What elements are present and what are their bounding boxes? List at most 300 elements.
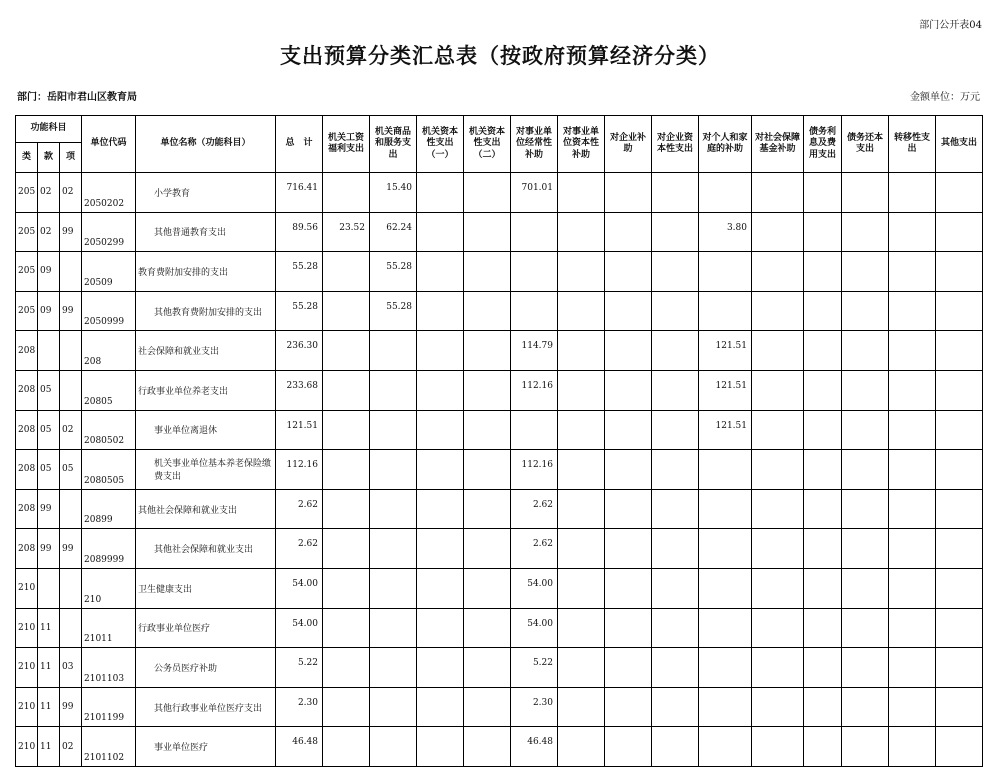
- cell-xiang: 99: [60, 529, 82, 569]
- cell-c9: [699, 727, 752, 767]
- cell-c6: [558, 410, 605, 450]
- cell-c9: 121.51: [699, 370, 752, 410]
- cell-c5: 114.79: [511, 331, 558, 371]
- cell-c3: [417, 687, 464, 727]
- cell-c6: [558, 648, 605, 688]
- cell-c14: [936, 410, 983, 450]
- cell-c14: [936, 687, 983, 727]
- table-row: [16, 450, 983, 490]
- cell-xiang: [60, 489, 82, 529]
- cell-c5: 5.22: [511, 648, 558, 688]
- header-c1: 机关工资福利支出: [323, 116, 370, 173]
- cell-c7: [605, 568, 652, 608]
- cell-c11: [804, 370, 842, 410]
- cell-c12: [842, 687, 889, 727]
- cell-c7: [605, 687, 652, 727]
- cell-unit-code: 21011: [82, 608, 136, 648]
- cell-c7: [605, 291, 652, 331]
- cell-c6: [558, 173, 605, 213]
- cell-kuan: 05: [38, 410, 60, 450]
- header-c2: 机关商品和服务支出: [370, 116, 417, 173]
- cell-xiang: 03: [60, 648, 82, 688]
- cell-total: 236.30: [276, 331, 323, 371]
- header-c12: 债务还本支出: [842, 116, 889, 173]
- cell-c3: [417, 727, 464, 767]
- cell-lei: 208: [16, 410, 38, 450]
- cell-total: 233.68: [276, 370, 323, 410]
- cell-c13: [889, 648, 936, 688]
- cell-c10: [752, 410, 804, 450]
- cell-c11: [804, 687, 842, 727]
- cell-c11: [804, 529, 842, 569]
- cell-c9: 121.51: [699, 410, 752, 450]
- cell-unit-name: 行政事业单位医疗: [136, 608, 276, 648]
- amount-unit-label: 金额单位：万元: [910, 92, 980, 103]
- cell-total: 5.22: [276, 648, 323, 688]
- cell-c3: [417, 450, 464, 490]
- cell-unit-name: 行政事业单位养老支出: [136, 370, 276, 410]
- cell-c1: [323, 648, 370, 688]
- cell-c6: [558, 608, 605, 648]
- cell-c4: [464, 370, 511, 410]
- cell-c10: [752, 529, 804, 569]
- table-row: [16, 370, 983, 410]
- header-c9: 对个人和家庭的补助: [699, 116, 752, 173]
- cell-c4: [464, 568, 511, 608]
- cell-c11: [804, 291, 842, 331]
- cell-c4: [464, 648, 511, 688]
- cell-c6: [558, 568, 605, 608]
- table-row: [16, 568, 983, 608]
- cell-xiang: 02: [60, 410, 82, 450]
- cell-c14: [936, 450, 983, 490]
- cell-lei: 205: [16, 252, 38, 292]
- cell-c5: 54.00: [511, 608, 558, 648]
- cell-c1: [323, 687, 370, 727]
- cell-c6: [558, 489, 605, 529]
- cell-c8: [652, 489, 699, 529]
- cell-c10: [752, 687, 804, 727]
- cell-unit-code: 208: [82, 331, 136, 371]
- cell-c9: [699, 529, 752, 569]
- cell-c8: [652, 687, 699, 727]
- header-kuan: 款: [38, 143, 60, 173]
- header-c8: 对企业资本性支出: [652, 116, 699, 173]
- cell-c4: [464, 608, 511, 648]
- cell-unit-name: 其他行政事业单位医疗支出: [136, 687, 276, 727]
- cell-c8: [652, 568, 699, 608]
- cell-c9: [699, 608, 752, 648]
- cell-kuan: 09: [38, 252, 60, 292]
- cell-c6: [558, 687, 605, 727]
- cell-c10: [752, 252, 804, 292]
- cell-c13: [889, 608, 936, 648]
- cell-lei: 210: [16, 727, 38, 767]
- cell-unit-name: 社会保障和就业支出: [136, 331, 276, 371]
- cell-c13: [889, 252, 936, 292]
- cell-c5: [511, 252, 558, 292]
- cell-lei: 208: [16, 489, 38, 529]
- cell-xiang: [60, 331, 82, 371]
- cell-xiang: 99: [60, 212, 82, 252]
- cell-c11: [804, 648, 842, 688]
- cell-unit-name: 其他社会保障和就业支出: [136, 489, 276, 529]
- header-c3: 机关资本性支出（一）: [417, 116, 464, 173]
- cell-c10: [752, 173, 804, 213]
- cell-unit-name: 事业单位医疗: [136, 727, 276, 767]
- cell-unit-code: 2080505: [82, 450, 136, 490]
- cell-total: 55.28: [276, 252, 323, 292]
- cell-kuan: 09: [38, 291, 60, 331]
- cell-c14: [936, 252, 983, 292]
- cell-c13: [889, 568, 936, 608]
- header-func-group: 功能科目: [16, 116, 82, 143]
- cell-c7: [605, 410, 652, 450]
- cell-c2: [370, 648, 417, 688]
- form-number: 部门公开表04: [919, 20, 982, 31]
- cell-c1: [323, 291, 370, 331]
- cell-unit-code: 20899: [82, 489, 136, 529]
- cell-c5: 112.16: [511, 450, 558, 490]
- cell-c12: [842, 568, 889, 608]
- table-row: [16, 489, 983, 529]
- cell-c4: [464, 331, 511, 371]
- cell-lei: 210: [16, 608, 38, 648]
- cell-c4: [464, 489, 511, 529]
- table-row: [16, 212, 983, 252]
- cell-c14: [936, 727, 983, 767]
- header-c10: 对社会保障基金补助: [752, 116, 804, 173]
- cell-unit-name: 公务员医疗补助: [136, 648, 276, 688]
- cell-c13: [889, 727, 936, 767]
- cell-unit-code: 2101102: [82, 727, 136, 767]
- cell-unit-code: 2101103: [82, 648, 136, 688]
- cell-lei: 208: [16, 529, 38, 569]
- cell-c10: [752, 291, 804, 331]
- cell-c6: [558, 291, 605, 331]
- cell-c5: [511, 212, 558, 252]
- cell-c7: [605, 370, 652, 410]
- cell-c7: [605, 173, 652, 213]
- cell-c1: [323, 252, 370, 292]
- header-c7: 对企业补助: [605, 116, 652, 173]
- cell-unit-code: 2050299: [82, 212, 136, 252]
- cell-kuan: 99: [38, 529, 60, 569]
- cell-xiang: [60, 252, 82, 292]
- header-unit-code: 单位代码: [82, 116, 136, 173]
- cell-xiang: 02: [60, 727, 82, 767]
- cell-c11: [804, 608, 842, 648]
- cell-c11: [804, 450, 842, 490]
- cell-c11: [804, 331, 842, 371]
- header-unit-name: 单位名称（功能科目）: [136, 116, 276, 173]
- cell-c12: [842, 173, 889, 213]
- cell-c9: [699, 252, 752, 292]
- cell-c13: [889, 331, 936, 371]
- cell-c11: [804, 252, 842, 292]
- header-c4: 机关资本性支出（二）: [464, 116, 511, 173]
- cell-c12: [842, 212, 889, 252]
- cell-unit-code: 2089999: [82, 529, 136, 569]
- cell-c3: [417, 370, 464, 410]
- cell-unit-code: 2080502: [82, 410, 136, 450]
- page-title: 支出预算分类汇总表（按政府预算经济分类）: [280, 44, 720, 68]
- table-row: [16, 529, 983, 569]
- table-row: [16, 291, 983, 331]
- cell-c11: [804, 410, 842, 450]
- cell-lei: 205: [16, 173, 38, 213]
- cell-c7: [605, 450, 652, 490]
- cell-lei: 208: [16, 450, 38, 490]
- cell-unit-code: 210: [82, 568, 136, 608]
- cell-c8: [652, 370, 699, 410]
- cell-c2: [370, 489, 417, 529]
- cell-c14: [936, 291, 983, 331]
- cell-c4: [464, 529, 511, 569]
- cell-c3: [417, 568, 464, 608]
- cell-c1: [323, 489, 370, 529]
- cell-c11: [804, 727, 842, 767]
- cell-c13: [889, 410, 936, 450]
- header-total: 总 计: [276, 116, 323, 173]
- cell-total: 121.51: [276, 410, 323, 450]
- cell-c1: [323, 173, 370, 213]
- cell-c7: [605, 331, 652, 371]
- cell-lei: 205: [16, 291, 38, 331]
- cell-unit-name: 其他普通教育支出: [136, 212, 276, 252]
- cell-c13: [889, 529, 936, 569]
- cell-c2: [370, 529, 417, 569]
- cell-unit-code: 2050202: [82, 173, 136, 213]
- cell-total: 54.00: [276, 568, 323, 608]
- cell-c11: [804, 489, 842, 529]
- cell-c5: 46.48: [511, 727, 558, 767]
- cell-c3: [417, 489, 464, 529]
- cell-c4: [464, 212, 511, 252]
- cell-total: 112.16: [276, 450, 323, 490]
- cell-kuan: 05: [38, 370, 60, 410]
- cell-unit-name: 机关事业单位基本养老保险缴费支出: [136, 450, 276, 490]
- cell-c14: [936, 568, 983, 608]
- cell-c5: [511, 410, 558, 450]
- cell-c6: [558, 450, 605, 490]
- cell-c13: [889, 291, 936, 331]
- cell-lei: 208: [16, 370, 38, 410]
- table-row: [16, 331, 983, 371]
- cell-kuan: [38, 331, 60, 371]
- cell-c2: 62.24: [370, 212, 417, 252]
- cell-total: 2.30: [276, 687, 323, 727]
- cell-c1: [323, 608, 370, 648]
- cell-c13: [889, 173, 936, 213]
- cell-c6: [558, 529, 605, 569]
- cell-c5: 2.62: [511, 529, 558, 569]
- table-row: [16, 608, 983, 648]
- cell-total: 46.48: [276, 727, 323, 767]
- cell-xiang: 05: [60, 450, 82, 490]
- cell-c3: [417, 173, 464, 213]
- cell-c2: [370, 687, 417, 727]
- cell-c12: [842, 410, 889, 450]
- cell-kuan: 11: [38, 727, 60, 767]
- cell-c8: [652, 608, 699, 648]
- department-label: 部门：岳阳市君山区教育局: [17, 92, 137, 103]
- cell-c7: [605, 252, 652, 292]
- cell-c11: [804, 173, 842, 213]
- cell-c13: [889, 370, 936, 410]
- cell-c7: [605, 727, 652, 767]
- cell-c9: 121.51: [699, 331, 752, 371]
- cell-c3: [417, 252, 464, 292]
- cell-c5: 2.62: [511, 489, 558, 529]
- cell-total: 2.62: [276, 489, 323, 529]
- cell-c10: [752, 450, 804, 490]
- cell-c9: 3.80: [699, 212, 752, 252]
- cell-c2: [370, 370, 417, 410]
- cell-c1: [323, 370, 370, 410]
- cell-c10: [752, 608, 804, 648]
- table-row: [16, 173, 983, 213]
- cell-c9: [699, 687, 752, 727]
- cell-c10: [752, 331, 804, 371]
- cell-c3: [417, 212, 464, 252]
- cell-c2: [370, 727, 417, 767]
- cell-unit-name: 事业单位离退休: [136, 410, 276, 450]
- cell-c4: [464, 252, 511, 292]
- cell-kuan: 11: [38, 687, 60, 727]
- cell-c12: [842, 727, 889, 767]
- cell-c6: [558, 252, 605, 292]
- cell-c1: [323, 331, 370, 371]
- cell-c8: [652, 648, 699, 688]
- table-row: [16, 648, 983, 688]
- cell-kuan: 11: [38, 648, 60, 688]
- cell-c8: [652, 529, 699, 569]
- cell-c14: [936, 529, 983, 569]
- cell-c2: 15.40: [370, 173, 417, 213]
- cell-c9: [699, 450, 752, 490]
- cell-c14: [936, 173, 983, 213]
- cell-c1: [323, 450, 370, 490]
- cell-c12: [842, 489, 889, 529]
- cell-c14: [936, 608, 983, 648]
- cell-unit-code: 20805: [82, 370, 136, 410]
- cell-c4: [464, 410, 511, 450]
- cell-c10: [752, 489, 804, 529]
- cell-c3: [417, 331, 464, 371]
- cell-c8: [652, 291, 699, 331]
- cell-c8: [652, 173, 699, 213]
- cell-c8: [652, 410, 699, 450]
- cell-kuan: [38, 568, 60, 608]
- cell-c13: [889, 212, 936, 252]
- cell-unit-code: 2101199: [82, 687, 136, 727]
- cell-c6: [558, 370, 605, 410]
- cell-c3: [417, 410, 464, 450]
- cell-c9: [699, 173, 752, 213]
- cell-c8: [652, 212, 699, 252]
- cell-c5: 2.30: [511, 687, 558, 727]
- cell-kuan: 05: [38, 450, 60, 490]
- cell-c7: [605, 529, 652, 569]
- cell-c7: [605, 212, 652, 252]
- cell-c12: [842, 291, 889, 331]
- cell-xiang: [60, 568, 82, 608]
- cell-total: 2.62: [276, 529, 323, 569]
- cell-total: 89.56: [276, 212, 323, 252]
- cell-c12: [842, 331, 889, 371]
- cell-c13: [889, 450, 936, 490]
- cell-c2: [370, 331, 417, 371]
- cell-c1: [323, 568, 370, 608]
- cell-c8: [652, 331, 699, 371]
- cell-c2: 55.28: [370, 291, 417, 331]
- header-lei: 类: [16, 143, 38, 173]
- cell-c4: [464, 727, 511, 767]
- cell-xiang: [60, 370, 82, 410]
- cell-c7: [605, 608, 652, 648]
- cell-unit-name: 其他教育费附加安排的支出: [136, 291, 276, 331]
- cell-c5: 112.16: [511, 370, 558, 410]
- cell-c10: [752, 727, 804, 767]
- cell-unit-name: 教育费附加安排的支出: [136, 252, 276, 292]
- cell-kuan: 02: [38, 212, 60, 252]
- table-row: [16, 687, 983, 727]
- cell-c14: [936, 370, 983, 410]
- header-c11: 债务利息及费用支出: [804, 116, 842, 173]
- cell-c3: [417, 291, 464, 331]
- header-c14: 其他支出: [936, 116, 983, 173]
- cell-c8: [652, 450, 699, 490]
- cell-total: 55.28: [276, 291, 323, 331]
- cell-c13: [889, 489, 936, 529]
- cell-c14: [936, 212, 983, 252]
- cell-unit-name: 小学教育: [136, 173, 276, 213]
- cell-c10: [752, 568, 804, 608]
- cell-xiang: [60, 608, 82, 648]
- cell-c14: [936, 648, 983, 688]
- cell-c2: 55.28: [370, 252, 417, 292]
- cell-c3: [417, 529, 464, 569]
- cell-c4: [464, 450, 511, 490]
- cell-c9: [699, 291, 752, 331]
- table-row: [16, 252, 983, 292]
- header-c6: 对事业单位资本性补助: [558, 116, 605, 173]
- cell-c7: [605, 489, 652, 529]
- cell-unit-name: 卫生健康支出: [136, 568, 276, 608]
- cell-c6: [558, 331, 605, 371]
- cell-total: 54.00: [276, 608, 323, 648]
- cell-c5: [511, 291, 558, 331]
- cell-c6: [558, 727, 605, 767]
- cell-lei: 210: [16, 568, 38, 608]
- cell-lei: 205: [16, 212, 38, 252]
- header-c13: 转移性支出: [889, 116, 936, 173]
- cell-kuan: 99: [38, 489, 60, 529]
- cell-c9: [699, 648, 752, 688]
- cell-c5: 54.00: [511, 568, 558, 608]
- cell-c3: [417, 608, 464, 648]
- header-xiang: 项: [60, 143, 82, 173]
- table-row: [16, 410, 983, 450]
- cell-kuan: 11: [38, 608, 60, 648]
- cell-c9: [699, 489, 752, 529]
- cell-c14: [936, 489, 983, 529]
- cell-total: 716.41: [276, 173, 323, 213]
- cell-unit-code: 20509: [82, 252, 136, 292]
- cell-c1: [323, 727, 370, 767]
- header-c5: 对事业单位经常性补助: [511, 116, 558, 173]
